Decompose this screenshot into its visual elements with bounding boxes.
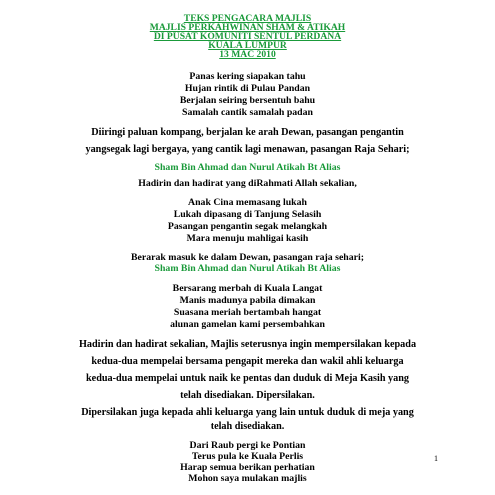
pantun4-line: Terus pula ke Kuala Perlis: [191, 451, 304, 462]
date-line: 13 MAC 2010: [219, 49, 276, 60]
venue-line: DI PUSAT KOMUNITI SENTUL PERDANA: [153, 31, 342, 42]
pantun3-line: Manis madunya pabila dimakan: [179, 295, 316, 306]
pantun3-line: Suasana meriah bertambah hangat: [173, 307, 322, 318]
pantun2-line: Mara menuju mahligai kasih: [186, 233, 309, 244]
pantun1-line: Panas kering siapakan tahu: [189, 71, 306, 82]
para1-line: yangsegak lagi bergaya, yang cantik lagi menawan, pasangan Raja Sehari;: [85, 144, 410, 155]
para4-line: telah disediakan.: [210, 421, 285, 432]
para4-line: Dipersilakan juga kepada ahli keluarga yang lain untuk duduk di meja yang: [81, 407, 414, 418]
pantun2-line: Pasangan pengantin segak melangkah: [167, 221, 328, 232]
pantun1-line: Samalah cantik samalah padan: [182, 107, 313, 118]
page-number: 1: [434, 454, 438, 463]
couple-names: Sham Bin Ahmad dan Nurul Atikah Bt Alias: [154, 263, 341, 274]
pantun2-line: Lukah dipasang di Tanjung Selasih: [173, 209, 322, 220]
pantun3-line: Bersarang merbah di Kuala Langat: [172, 283, 323, 294]
para3-line: Hadirin dan hadirat sekalian, Majlis seterusnya ingin mempersilakan kepada: [78, 339, 417, 350]
para2-line: Berarak masuk ke dalam Dewan, pasangan raja sehari;: [131, 252, 364, 263]
pantun1-line: Hujan rintik di Pulau Pandan: [184, 83, 311, 94]
para1-line: Diiringi paluan kompang, berjalan ke arah Dewan, pasangan pengantin: [91, 127, 404, 138]
pantun1-line: Berjalan seiring bersentuh bahu: [179, 95, 316, 106]
pantun4-line: Dari Raub pergi ke Pontian: [189, 440, 306, 451]
event-title: MAJLIS PERKAHWINAN SHAM & ATIKAH: [149, 22, 346, 33]
para3-line: kedua-dua mempelai untuk naik ke pentas dan duduk di Meja Kasih yang: [86, 373, 409, 384]
pantun2-line: Anak Cina memasang lukah: [188, 197, 307, 208]
para3-line: kedua-dua mempelai bersama pengapit mereka dan wakil ahli keluarga: [91, 356, 404, 367]
pantun3-line: alunan gamelan kami persembahkan: [170, 319, 325, 330]
para3-line: telah disediakan. Dipersilakan.: [180, 390, 315, 401]
city-line: KUALA LUMPUR: [208, 40, 287, 51]
doc-title: TEKS PENGACARA MAJLIS: [183, 13, 312, 24]
greeting-line: Hadirin dan hadirat yang diRahmati Allah sekalian,: [138, 178, 357, 189]
couple-names: Sham Bin Ahmad dan Nurul Atikah Bt Alias: [154, 162, 341, 173]
pantun4-line: Harap semua berikan perhatian: [180, 462, 315, 473]
pantun4-line: Mohon saya mulakan majlis: [188, 473, 307, 484]
